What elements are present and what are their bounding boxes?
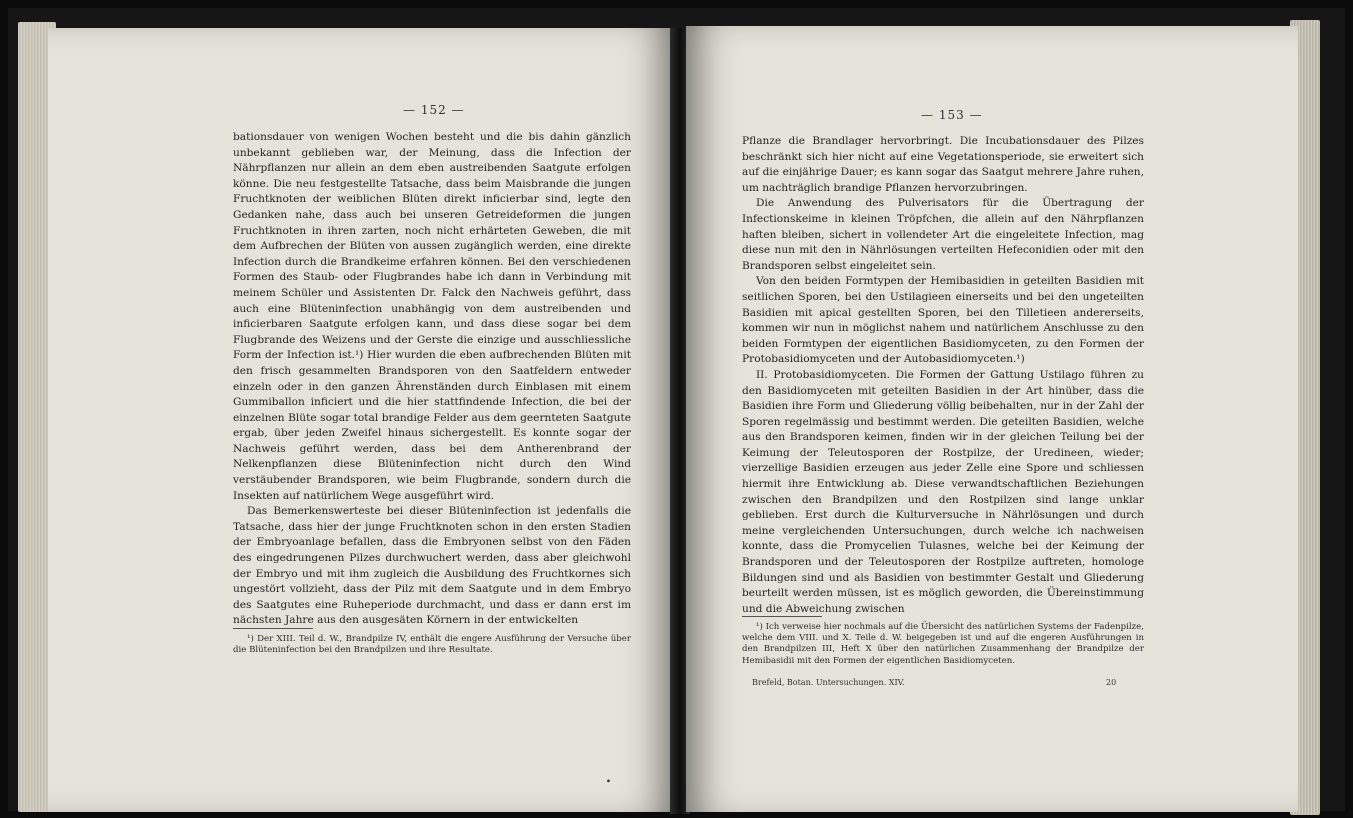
- left-paragraph-1: bationsdauer von wenigen Wochen besteht und die bis dahin gänzlich unbekannt geblieben war, der Meinung, dass die Infection der Nährpflanzen nur allein an dem eben austreibenden Saatgute erfolgen könne. Die neu festgestellte Tatsache, dass beim Maisbrande die jungen Fruchtknoten der weiblichen Blüten direkt inficierbar sind, legte den Gedanken nahe, dass auch bei unseren Getreideformen die jungen Fruchtknoten in ihren zarten, noch nicht erhärteten Geweben, die mit dem Aufbrechen der Blüten von aussen zugänglich werden, eine direkte Infection durch die Brandkeime erfahren können. Bei den verschiedenen Formen des Staub- oder Flugbrandes habe ich dann in Verbindung mit meinem Schüler und Assistenten Dr. Falck den Nachweis geführt, dass auch eine Blüteninfection unabhängig von dem austreibenden und inficierbaren Saatgute erfolgen kann, und dass diese sogar bei dem Flugbrande des Weizens und der Gerste die einzige und ausschliessliche Form der Infection ist.¹) Hier wurden die eben aufbrechenden Blüten mit den frisch gesammelten Brandsporen von den Saatfeldern entweder einzeln oder in den ganzen Ährenständen durch Einblasen mit einem Gummiballon inficiert und die hier stattfindende Infection, die bei der einzelnen Blüte sogar total brandige Felder aus dem geernteten Saatgute ergab, über jeden Zweifel hinaus sichergestellt. Es konnte sogar der Nachweis geführt werden, dass bei dem Antherenbrand der Nelkenpflanzen diese Blüteninfection nicht durch den Wind verstäubender Brandsporen, wie beim Flugbrande, sondern durch die Insekten auf natürlichem Wege ausgeführt wird.: [233, 131, 631, 502]
- left-footnote: [233, 634, 631, 656]
- left-footnote-text: ¹) Der XIII. Teil d. W., Brandpilze IV, enthält die engere Ausführung der Versuche über die Blüteninfection bei den Brandpilzen und ihre Resultate.: [233, 634, 631, 656]
- right-paragraph-4: II. Protobasidiomyceten. Die Formen der Gattung Ustilago führen zu den Basidiomyceten mit geteilten Basidien in der Art hinüber, dass die Basidien ihre Form und Gliederung völlig beibehalten, nur in der Zahl der Sporen regelmässig und bestimmt werden. Die geteilten Basidien, welche aus den Brandsporen keimen, finden wir in der gleichen Teilung bei der Keimung der Teleutosporen der Rostpilze, der Uredineen, wieder; vierzellige Basidien erzeugen aus jeder Zelle eine Spore und schliessen hiermit ihre Entwicklung ab. Diese verwandtschaftlichen Beziehungen zwischen den Brandpilzen und den Rostpilzen sind lange unklar geblieben. Erst durch die Kulturversuche in Nährlösungen und durch meine vergleichenden Untersuchungen, durch welche ich nachweisen konnte, dass die Promycelien Tulasnes, welche bei der Keimung der Brandsporen und der Teleutosporen der Rostpilze auftreten, homologe Bildungen sind und als Basidien von bestimmter Gestalt und Gliederung beurteilt werden müssen, ist es möglich geworden, die Übereinstimmung und die Abweichung zwischen: [742, 368, 1144, 615]
- page-number-left: — 152 —: [403, 103, 465, 117]
- right-paragraph-3: Von den beiden Formtypen der Hemibasidien in geteilten Basidien mit seitlichen Sporen, bei den Ustilagieen einerseits und bei den ungeteilten Basidien mit apical gestellten Sporen, bei den Tilletieen andererseits, kommen wir nun in möglichst nahem und natürlichem Anschlusse zu den beiden Formtypen der eigentlichen Basidiomyceten, zu den Formen der Protobasidiomyceten und der Autobasidiomyceten.¹): [742, 275, 1144, 366]
- page-number-right: — 153 —: [921, 108, 983, 122]
- right-page-body: [742, 134, 1144, 617]
- left-paragraph-2: Das Bemerkenswerteste bei dieser Blüteninfection ist jedenfalls die Tatsache, dass hier der junge Fruchtknoten schon in den ersten Stadien der Embryoanlage befallen, dass die Embryonen selbst von den Fäden des eingedrungenen Pilzes durchwuchert werden, dass aber gleichwohl der Embryo und mit ihm zugleich die Ausbildung des Fruchtkornes sich ungestört vollzieht, dass der Pilz mit dem Saatgute und in dem Embryo des Saatgutes eine Ruheperiode durchmacht, und dass er dann erst im nächsten Jahre aus den ausgesäten Körnern in der entwickelten: [233, 505, 631, 627]
- footnote-rule-left: [233, 628, 313, 629]
- book-spread: [8, 8, 1345, 811]
- right-paragraph-2: Die Anwendung des Pulverisators für die Übertragung der Infectionskeime in kleinen Tröpfchen, die allein auf den Nährpflanzen haften bleiben, sichert in vollendeter Art die eingeleitete Infection, mag diese nun mit den in Nährlösungen verteilten Hefeconidien oder mit den Brandsporen selbst eingeleitet sein.: [742, 197, 1144, 272]
- signature-line: Brefeld, Botan. Untersuchungen. XIV.: [752, 678, 905, 687]
- sheet-number: 20: [1106, 678, 1117, 687]
- right-footnote-text: ¹) Ich verweise hier nochmals auf die Übersicht des natürlichen Systems der Fadenpilze, welche dem VIII. und X. Teile d. W. beigegeben ist und auf die engeren Ausführungen in den Brandpilzen III, Heft X über den natürlichen Zusammenhang der Brandpilze der Hemibasidii mit den Formen der eigentlichen Basidiomyceten.: [742, 622, 1144, 666]
- printer-mark: ∙: [606, 776, 611, 787]
- right-page: [686, 26, 1298, 812]
- left-page: [48, 28, 674, 812]
- right-footnote: [742, 622, 1144, 667]
- right-paragraph-1: Pflanze die Brandlager hervorbringt. Die Incubationsdauer des Pilzes beschränkt sich hier nicht auf eine Vegetationsperiode, sie erweitert sich auf die einjährige Dauer; es kann sogar das Saatgut mehrere Jahre ruhen, um nachträglich brandige Pflanzen hervorzubringen.: [742, 135, 1144, 194]
- left-page-body: [233, 130, 631, 629]
- footnote-rule-right: [742, 616, 822, 617]
